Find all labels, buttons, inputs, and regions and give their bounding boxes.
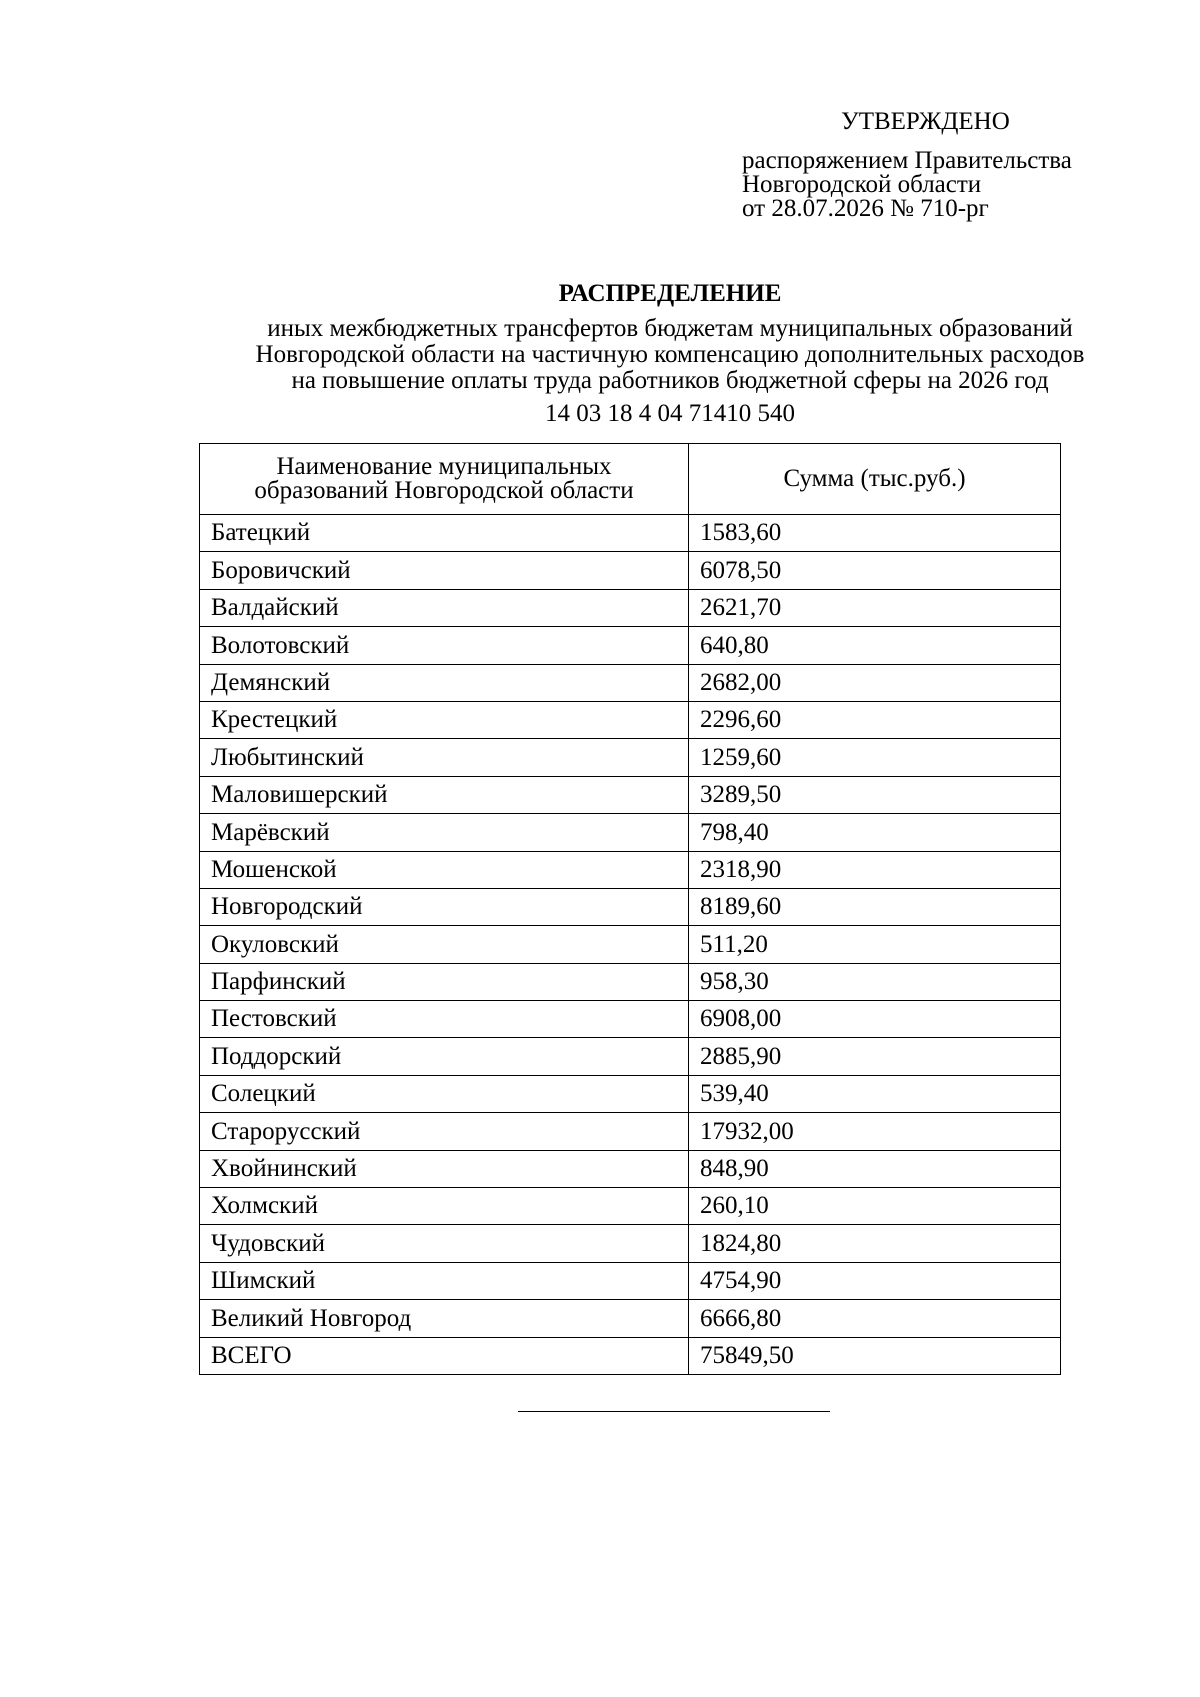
approval-block [742, 108, 1162, 221]
municipality-name: Мошенской [200, 851, 689, 888]
document-title: РАСПРЕДЕЛЕНИЕ [558, 280, 782, 307]
table-row [200, 1113, 1061, 1150]
subtitle-line-2: Новгородской области на частичную компенсацию дополнительных расходов [255, 341, 1085, 368]
municipality-amount: 2318,90 [689, 851, 1061, 888]
municipality-name: Старорусский [200, 1113, 689, 1150]
municipality-name: Шимский [200, 1262, 689, 1299]
municipality-amount: 1583,60 [689, 515, 1061, 552]
table-header-row [200, 444, 1061, 515]
header-municipality-line-1: Наименование муниципальных [276, 453, 612, 480]
municipality-amount: 848,90 [689, 1150, 1061, 1187]
municipality-amount: 2885,90 [689, 1038, 1061, 1075]
table-row [200, 776, 1061, 813]
table-row [200, 1075, 1061, 1112]
municipality-name: Валдайский [200, 589, 689, 626]
subtitle-line-1: иных межбюджетных трансфертов бюджетам муниципальных образований [267, 315, 1073, 342]
table-row [200, 589, 1061, 626]
municipality-name: Чудовский [200, 1225, 689, 1262]
municipality-name: Парфинский [200, 963, 689, 1000]
approval-line-decree: распоряжением Правительства [742, 147, 1072, 174]
municipality-amount: 511,20 [689, 926, 1061, 963]
municipality-amount: 798,40 [689, 814, 1061, 851]
municipality-name: Хвойнинский [200, 1150, 689, 1187]
table-row [200, 1150, 1061, 1187]
municipality-amount: 958,30 [689, 963, 1061, 1000]
municipality-name: Солецкий [200, 1075, 689, 1112]
municipality-amount: 6666,80 [689, 1300, 1061, 1337]
subtitle-line-3: на повышение оплаты труда работников бюджетной сферы на 2026 год [291, 367, 1049, 394]
municipality-amount: 1259,60 [689, 739, 1061, 776]
municipality-name: Боровичский [200, 552, 689, 589]
municipality-name: Великий Новгород [200, 1300, 689, 1337]
table-row [200, 627, 1061, 664]
municipality-name: Маловишерский [200, 776, 689, 813]
total-label: ВСЕГО [200, 1337, 689, 1374]
table-row [200, 515, 1061, 552]
table-total-row [200, 1337, 1061, 1374]
municipality-amount: 6908,00 [689, 1001, 1061, 1038]
municipality-amount: 539,40 [689, 1075, 1061, 1112]
municipality-name: Окуловский [200, 926, 689, 963]
table-row [200, 1300, 1061, 1337]
municipality-name: Поддорский [200, 1038, 689, 1075]
header-municipality-line-2: образований Новгородской области [254, 477, 634, 504]
table-row [200, 814, 1061, 851]
table-row [200, 1001, 1061, 1038]
table-row [200, 739, 1061, 776]
municipality-amount: 6078,50 [689, 552, 1061, 589]
municipality-amount: 640,80 [689, 627, 1061, 664]
table-row [200, 851, 1061, 888]
municipality-name: Любытинский [200, 739, 689, 776]
municipality-amount: 2296,60 [689, 701, 1061, 738]
municipality-name: Пестовский [200, 1001, 689, 1038]
municipality-name: Демянский [200, 664, 689, 701]
table-row [200, 1038, 1061, 1075]
table-body [200, 515, 1061, 1375]
table-row [200, 963, 1061, 1000]
header-amount: Сумма (тыс.руб.) [689, 444, 1061, 515]
table-row [200, 701, 1061, 738]
approval-line-region: Новгородской области [742, 171, 982, 198]
municipality-amount: 8189,60 [689, 888, 1061, 925]
header-municipality [200, 444, 689, 515]
table-row [200, 1262, 1061, 1299]
municipality-name: Крестецкий [200, 701, 689, 738]
municipality-name: Батецкий [200, 515, 689, 552]
municipality-name: Новгородский [200, 888, 689, 925]
table-row [200, 664, 1061, 701]
municipality-amount: 260,10 [689, 1188, 1061, 1225]
table-row [200, 1225, 1061, 1262]
municipality-name: Холмский [200, 1188, 689, 1225]
distribution-table [199, 443, 1061, 1375]
municipality-amount: 17932,00 [689, 1113, 1061, 1150]
approved-title: УТВЕРЖДЕНО [841, 108, 1010, 135]
municipality-amount: 3289,50 [689, 776, 1061, 813]
table-row [200, 1188, 1061, 1225]
table-row [200, 888, 1061, 925]
distribution-table-container [199, 443, 1060, 1375]
municipality-name: Марёвский [200, 814, 689, 851]
document-heading [0, 280, 1200, 427]
municipality-amount: 1824,80 [689, 1225, 1061, 1262]
municipality-amount: 4754,90 [689, 1262, 1061, 1299]
approval-line-date: от 28.07.2026 № 710-рг [742, 195, 989, 222]
municipality-amount: 2621,70 [689, 589, 1061, 626]
table-row [200, 552, 1061, 589]
total-amount: 75849,50 [689, 1337, 1061, 1374]
end-of-document-rule [518, 1411, 830, 1412]
budget-code: 14 03 18 4 04 71410 540 [545, 400, 795, 427]
municipality-name: Волотовский [200, 627, 689, 664]
municipality-amount: 2682,00 [689, 664, 1061, 701]
table-row [200, 926, 1061, 963]
